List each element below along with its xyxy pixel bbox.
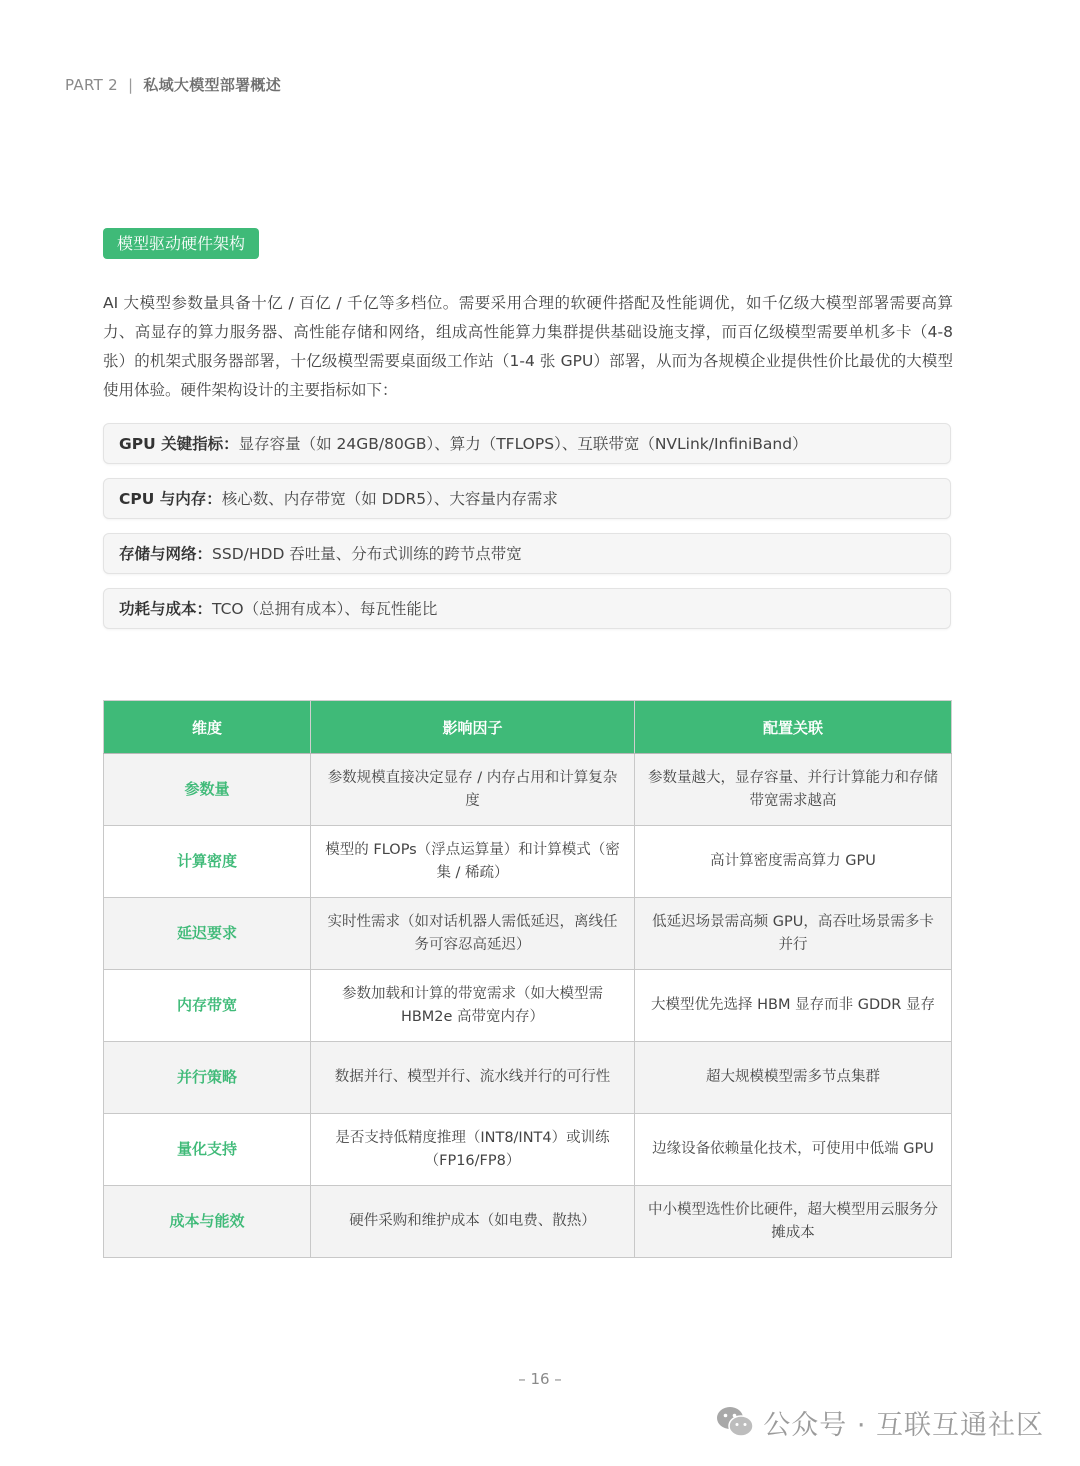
table-header-row <box>104 701 952 754</box>
metric-gpu <box>103 423 951 464</box>
table-row <box>104 826 952 898</box>
page-number: – 16 – <box>518 1370 562 1388</box>
intro-paragraph: AI 大模型参数量具备十亿 / 百亿 / 千亿等多档位。需要采用合理的软硬件搭配及性能调优，如千亿级大模型部署需要高算力、高显存的算力服务器、高性能存储和网络，组成高性能算力集群提供基础设施支撑，而百亿级模型需要单机多卡（4-8 张）的机架式服务器部署，十亿级模型需要桌面级工作站（1-4 张 GPU）部署，从而为各规模企业提供性价比最优的大模型使用体验。硬件架构设计的主要指标如下： <box>103 294 953 399</box>
metric-value: SSD/HDD 吞吐量、分布式训练的跨节点带宽 <box>212 545 522 563</box>
metrics-list <box>103 423 951 643</box>
row-dimension: 参数量 <box>104 754 311 826</box>
metric-key: GPU 关键指标： <box>119 435 239 453</box>
header-factor: 影响因子 <box>311 701 635 754</box>
table-row <box>104 754 952 826</box>
metric-key: 存储与网络： <box>119 545 213 563</box>
metric-key: CPU 与内存： <box>119 490 222 508</box>
row-config: 高计算密度需高算力 GPU <box>635 826 952 898</box>
row-config: 低延迟场景需高频 GPU，高吞吐场景需多卡并行 <box>635 898 952 970</box>
row-config: 超大规模模型需多节点集群 <box>635 1042 952 1114</box>
wechat-icon <box>715 1405 755 1439</box>
header-separator: | <box>127 76 134 94</box>
table-row <box>104 1042 952 1114</box>
metric-value: 显存容量（如 24GB/80GB）、算力（TFLOPS）、互联带宽（NVLink/InfiniBand） <box>238 435 808 453</box>
part-label: PART 2 <box>65 76 118 94</box>
row-config: 参数量越大，显存容量、并行计算能力和存储带宽需求越高 <box>635 754 952 826</box>
section-tag: 模型驱动硬件架构 <box>103 228 259 259</box>
table-row <box>104 970 952 1042</box>
row-dimension: 延迟要求 <box>104 898 311 970</box>
row-factor: 数据并行、模型并行、流水线并行的可行性 <box>311 1042 635 1114</box>
row-config: 边缘设备依赖量化技术，可使用中低端 GPU <box>635 1114 952 1186</box>
row-config: 中小模型选性价比硬件，超大模型用云服务分摊成本 <box>635 1186 952 1258</box>
watermark-text: 公众号 · 互联互通社区 <box>763 1409 1044 1441</box>
header-config: 配置关联 <box>635 701 952 754</box>
header-dimension: 维度 <box>104 701 311 754</box>
watermark <box>715 1402 1044 1442</box>
row-dimension: 计算密度 <box>104 826 311 898</box>
metric-power <box>103 588 951 629</box>
row-factor: 硬件采购和维护成本（如电费、散热） <box>311 1186 635 1258</box>
metric-value: TCO（总拥有成本）、每瓦性能比 <box>212 600 438 618</box>
row-dimension: 内存带宽 <box>104 970 311 1042</box>
chapter-title: 私域大模型部署概述 <box>143 76 282 94</box>
table-row <box>104 1186 952 1258</box>
row-dimension: 量化支持 <box>104 1114 311 1186</box>
metric-value: 核心数、内存带宽（如 DDR5）、大容量内存需求 <box>221 490 558 508</box>
metric-key: 功耗与成本： <box>119 600 213 618</box>
table-row <box>104 898 952 970</box>
row-dimension: 成本与能效 <box>104 1186 311 1258</box>
row-config: 大模型优先选择 HBM 显存而非 GDDR 显存 <box>635 970 952 1042</box>
table-row <box>104 1114 952 1186</box>
metric-storage <box>103 533 951 574</box>
hardware-factor-table <box>103 700 952 1258</box>
row-factor: 参数规模直接决定显存 / 内存占用和计算复杂度 <box>311 754 635 826</box>
row-dimension: 并行策略 <box>104 1042 311 1114</box>
metric-cpu <box>103 478 951 519</box>
row-factor: 实时性需求（如对话机器人需低延迟，离线任务可容忍高延迟） <box>311 898 635 970</box>
row-factor: 是否支持低精度推理（INT8/INT4）或训练（FP16/FP8） <box>311 1114 635 1186</box>
page-header <box>65 74 281 95</box>
row-factor: 参数加载和计算的带宽需求（如大模型需 HBM2e 高带宽内存） <box>311 970 635 1042</box>
row-factor: 模型的 FLOPs（浮点运算量）和计算模式（密集 / 稀疏） <box>311 826 635 898</box>
